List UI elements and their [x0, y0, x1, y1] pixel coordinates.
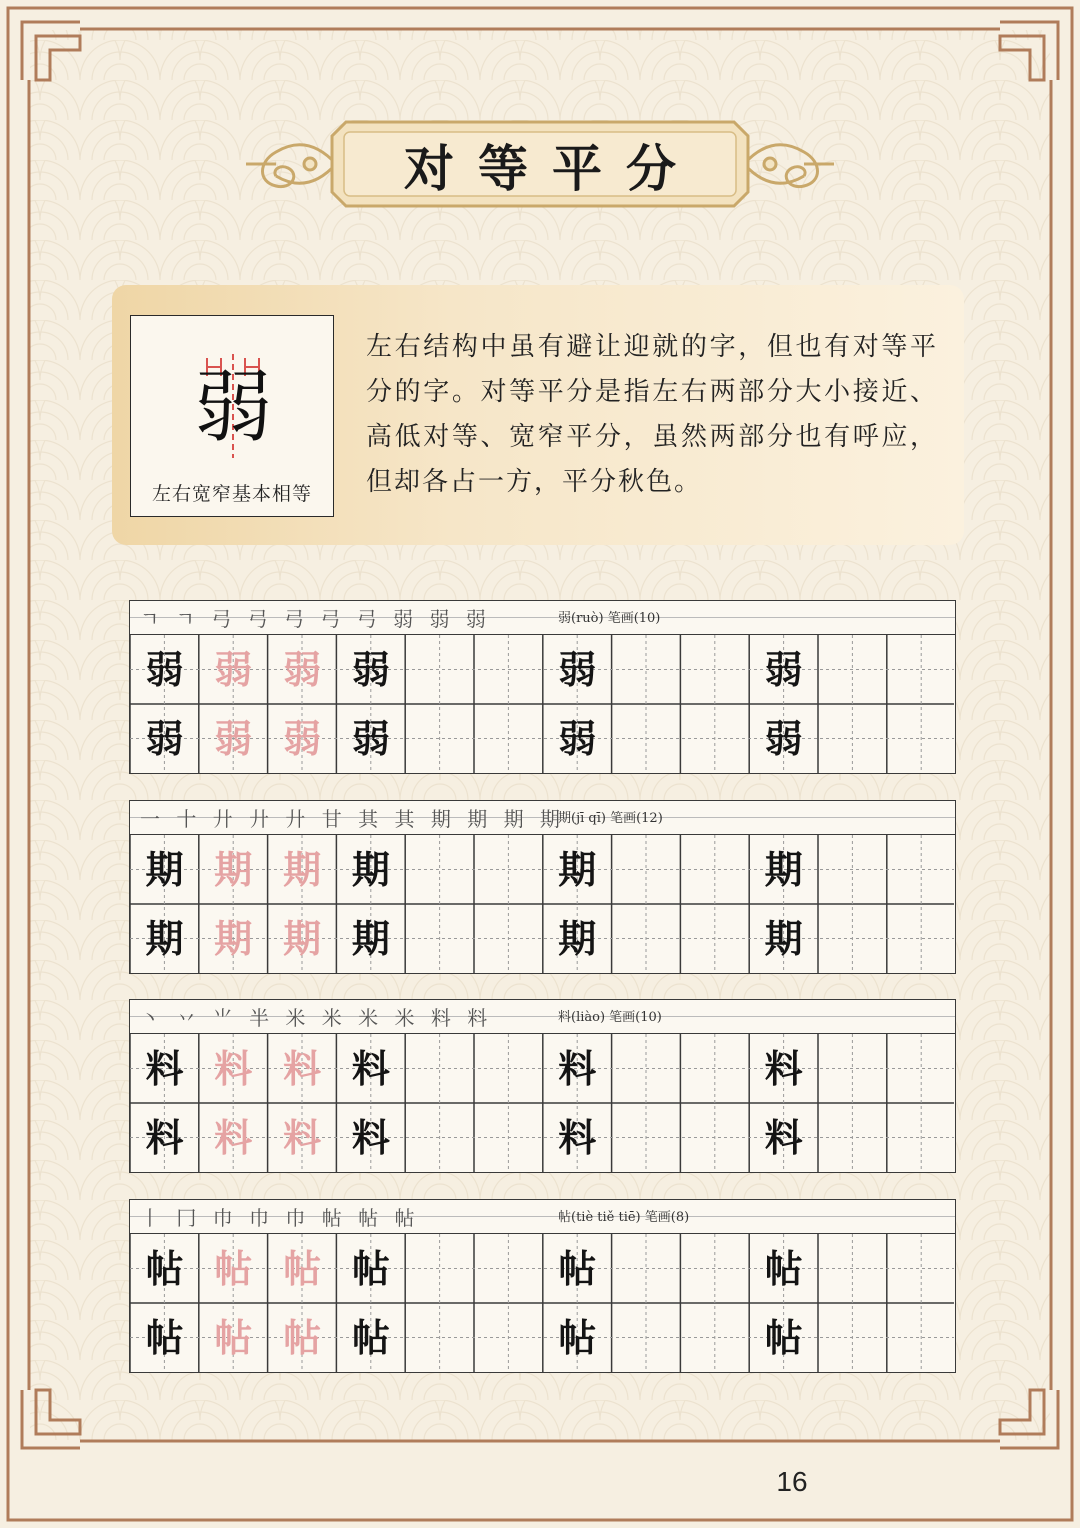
- model-character: 帖: [764, 1315, 803, 1360]
- example-caption: 左右宽窄基本相等: [151, 483, 312, 505]
- practice-row: [130, 835, 955, 904]
- model-character: 帖: [764, 1246, 803, 1291]
- trace-character: 帖: [214, 1246, 253, 1291]
- model-character: 期: [558, 847, 597, 892]
- character-info: 料(liào) 笔画(10): [558, 1010, 662, 1025]
- intro-text: 左右结构中虽有避让迎就的字，但也有对等平分的字。对等平分是指左右两部分大小接近、高低对等、宽窄平分，虽然两部分也有呼应，但却各占一方，平分秋色。: [366, 332, 938, 497]
- model-character: 帖: [558, 1246, 597, 1291]
- trace-character: 期: [283, 916, 322, 961]
- intro-panel: [112, 285, 964, 545]
- stroke-order: 丶 丷 ⺌ 半 米 米 米 米 料 料: [140, 1006, 493, 1030]
- model-character: 弱: [558, 716, 597, 761]
- stroke-order-row: [130, 601, 955, 635]
- model-character: 弱: [764, 647, 803, 692]
- model-character: 料: [145, 1115, 184, 1160]
- model-character: 料: [764, 1115, 803, 1160]
- character-info: 期(jī qī) 笔画(12): [558, 811, 663, 826]
- model-character: 帖: [145, 1315, 184, 1360]
- model-character: 料: [558, 1046, 597, 1091]
- character-info: 弱(ruò) 笔画(10): [558, 611, 661, 626]
- model-character: 帖: [145, 1246, 184, 1291]
- model-character: 料: [351, 1115, 390, 1160]
- trace-character: 料: [214, 1115, 253, 1160]
- practice-row: [130, 904, 955, 973]
- trace-character: 料: [283, 1046, 322, 1091]
- model-character: 弱: [145, 716, 184, 761]
- trace-character: 弱: [214, 716, 253, 761]
- trace-character: 弱: [214, 647, 253, 692]
- model-character: 料: [764, 1046, 803, 1091]
- example-character: 弱: [193, 363, 272, 453]
- model-character: 帖: [558, 1315, 597, 1360]
- model-character: 弱: [145, 647, 184, 692]
- practice-block-tie: [129, 1199, 956, 1373]
- practice-row: [130, 1034, 955, 1103]
- model-character: 期: [764, 847, 803, 892]
- trace-character: 料: [283, 1115, 322, 1160]
- practice-block-liao: [129, 999, 956, 1173]
- model-character: 弱: [351, 647, 390, 692]
- model-character: 期: [145, 916, 184, 961]
- practice-row: [130, 1234, 955, 1303]
- example-character-frame: [177, 354, 289, 458]
- model-character: 弱: [764, 716, 803, 761]
- practice-row: [130, 635, 955, 704]
- practice-block-qi: [129, 800, 956, 974]
- model-character: 料: [351, 1046, 390, 1091]
- trace-character: 期: [214, 847, 253, 892]
- model-character: 弱: [351, 716, 390, 761]
- trace-character: 帖: [283, 1315, 322, 1360]
- model-character: 料: [145, 1046, 184, 1091]
- trace-character: 帖: [283, 1246, 322, 1291]
- model-character: 期: [764, 916, 803, 961]
- model-character: 期: [145, 847, 184, 892]
- model-character: 帖: [351, 1246, 390, 1291]
- trace-character: 料: [214, 1046, 253, 1091]
- trace-character: 帖: [214, 1315, 253, 1360]
- model-character: 期: [558, 916, 597, 961]
- model-character: 弱: [558, 647, 597, 692]
- trace-character: 弱: [283, 716, 322, 761]
- trace-character: 期: [283, 847, 322, 892]
- stroke-order: ㄱ ㄱ 弓 弓 弓 弓 弓 弱 弱 弱: [140, 607, 491, 631]
- model-character: 帖: [351, 1315, 390, 1360]
- character-info: 帖(tiè tiě tiē) 笔画(8): [558, 1210, 690, 1225]
- trace-character: 期: [214, 916, 253, 961]
- practice-row: [130, 1303, 955, 1372]
- model-character: 料: [558, 1115, 597, 1160]
- practice-row: [130, 1103, 955, 1172]
- trace-character: 弱: [283, 647, 322, 692]
- page-number: 16: [776, 1466, 808, 1497]
- stroke-order: 一 十 廾 廾 廾 甘 其 其 期 期 期 期: [140, 807, 565, 831]
- title-banner: [236, 112, 844, 216]
- practice-block-ruo: [129, 600, 956, 774]
- model-character: 期: [351, 916, 390, 961]
- practice-row: [130, 704, 955, 773]
- stroke-order: 丨 冂 巾 巾 巾 帖 帖 帖: [140, 1206, 420, 1230]
- stroke-order-row: [130, 1000, 955, 1034]
- page-title: 对等平分: [404, 139, 700, 198]
- example-card: [130, 315, 334, 517]
- model-character: 期: [351, 847, 390, 892]
- stroke-order-row: [130, 801, 955, 835]
- stroke-order-row: [130, 1200, 955, 1234]
